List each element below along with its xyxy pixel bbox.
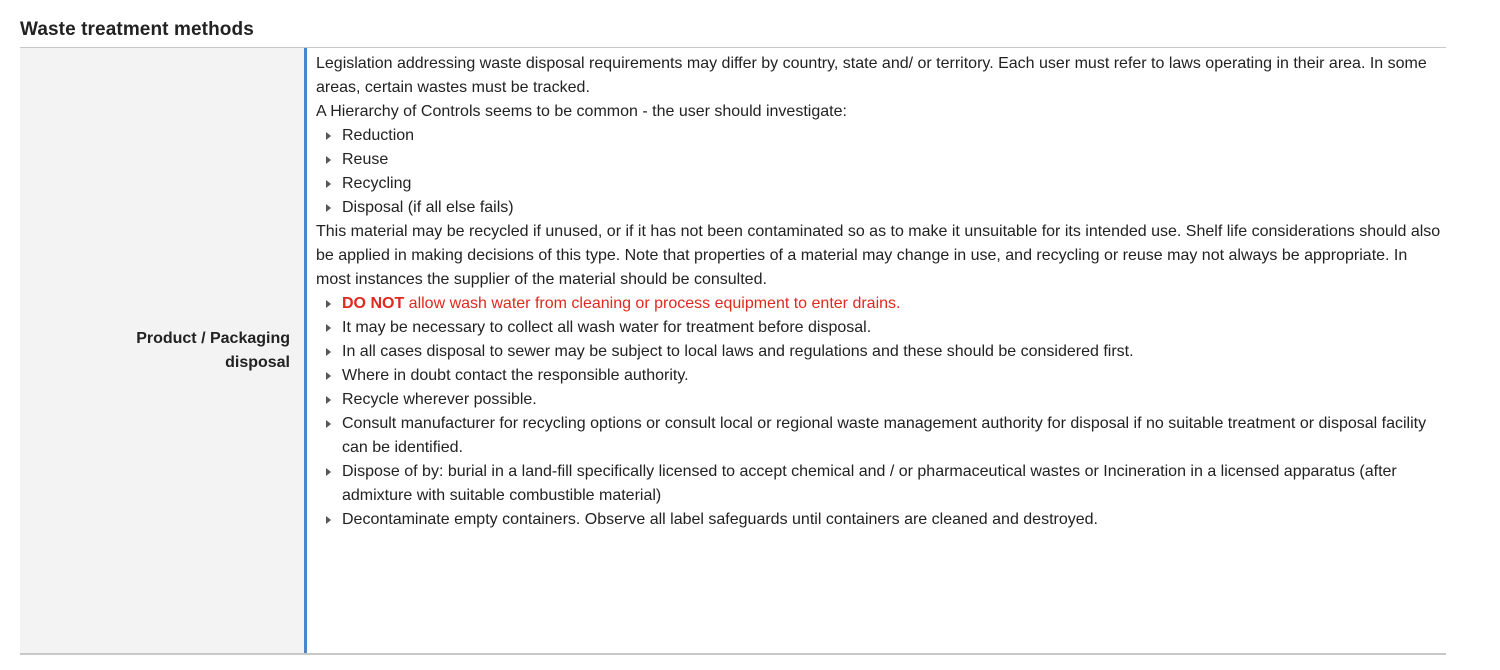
list-item: Consult manufacturer for recycling options or consult local or regional waste management authority for disposal if no suitable treatment or disposal facility can be identified. (326, 412, 1446, 460)
list-item: Recycle wherever possible. (326, 388, 1446, 412)
list-item: Reduction (326, 124, 1446, 148)
row-label: Product / Packaging disposal (136, 329, 290, 371)
warning-text: allow wash water from cleaning or process equipment to enter drains. (404, 295, 901, 312)
list-item: Decontaminate empty containers. Observe all label safeguards until containers are cleaned and destroyed. (326, 508, 1446, 532)
bullet-arrow-icon (326, 180, 331, 188)
bullet-arrow-icon (326, 156, 331, 164)
list-item: It may be necessary to collect all wash water for treatment before disposal. (326, 316, 1446, 340)
bullet-arrow-icon (326, 468, 331, 476)
row-label-cell (20, 48, 307, 653)
list-item: In all cases disposal to sewer may be subject to local laws and regulations and these should be considered first. (326, 340, 1446, 364)
hierarchy-list (316, 124, 1446, 220)
recycling-paragraph: This material may be recycled if unused, or if it has not been contaminated so as to make it unsuitable for its intended use. Shelf life considerations should also be applied in making decisions of this type. Note that properties of a material may change in use, and recycling or reuse may not always be appropriate. In most instances the supplier of the material should be consulted. (316, 223, 1441, 288)
list-item: Disposal (if all else fails) (326, 196, 1446, 220)
row-content-cell (307, 48, 1446, 653)
list-item: Dispose of by: burial in a land-fill specifically licensed to accept chemical and / or pharmaceutical wastes or Incineration in a licensed apparatus (after admixture with suitable combustible material) (326, 460, 1446, 508)
hierarchy-intro: A Hierarchy of Controls seems to be common - the user should investigate: (316, 103, 847, 120)
instructions-list (316, 292, 1446, 532)
list-item: Reuse (326, 148, 1446, 172)
bullet-arrow-icon (326, 324, 331, 332)
section-title: Waste treatment methods (20, 19, 254, 40)
bullet-arrow-icon (326, 204, 331, 212)
legislation-paragraph: Legislation addressing waste disposal requirements may differ by country, state and/ or territory. Each user must refer to laws operating in their area. In some areas, certain wastes must be tracked. (316, 55, 1427, 96)
bullet-arrow-icon (326, 348, 331, 356)
list-item: Recycling (326, 172, 1446, 196)
bullet-arrow-icon (326, 300, 331, 308)
waste-treatment-table (20, 47, 1446, 655)
bullet-arrow-icon (326, 132, 331, 140)
warning-bold: DO NOT (342, 295, 405, 312)
list-item: Where in doubt contact the responsible authority. (326, 364, 1446, 388)
warning-item (326, 292, 1446, 316)
bullet-arrow-icon (326, 372, 331, 380)
bullet-arrow-icon (326, 396, 331, 404)
bullet-arrow-icon (326, 516, 331, 524)
bullet-arrow-icon (326, 420, 331, 428)
